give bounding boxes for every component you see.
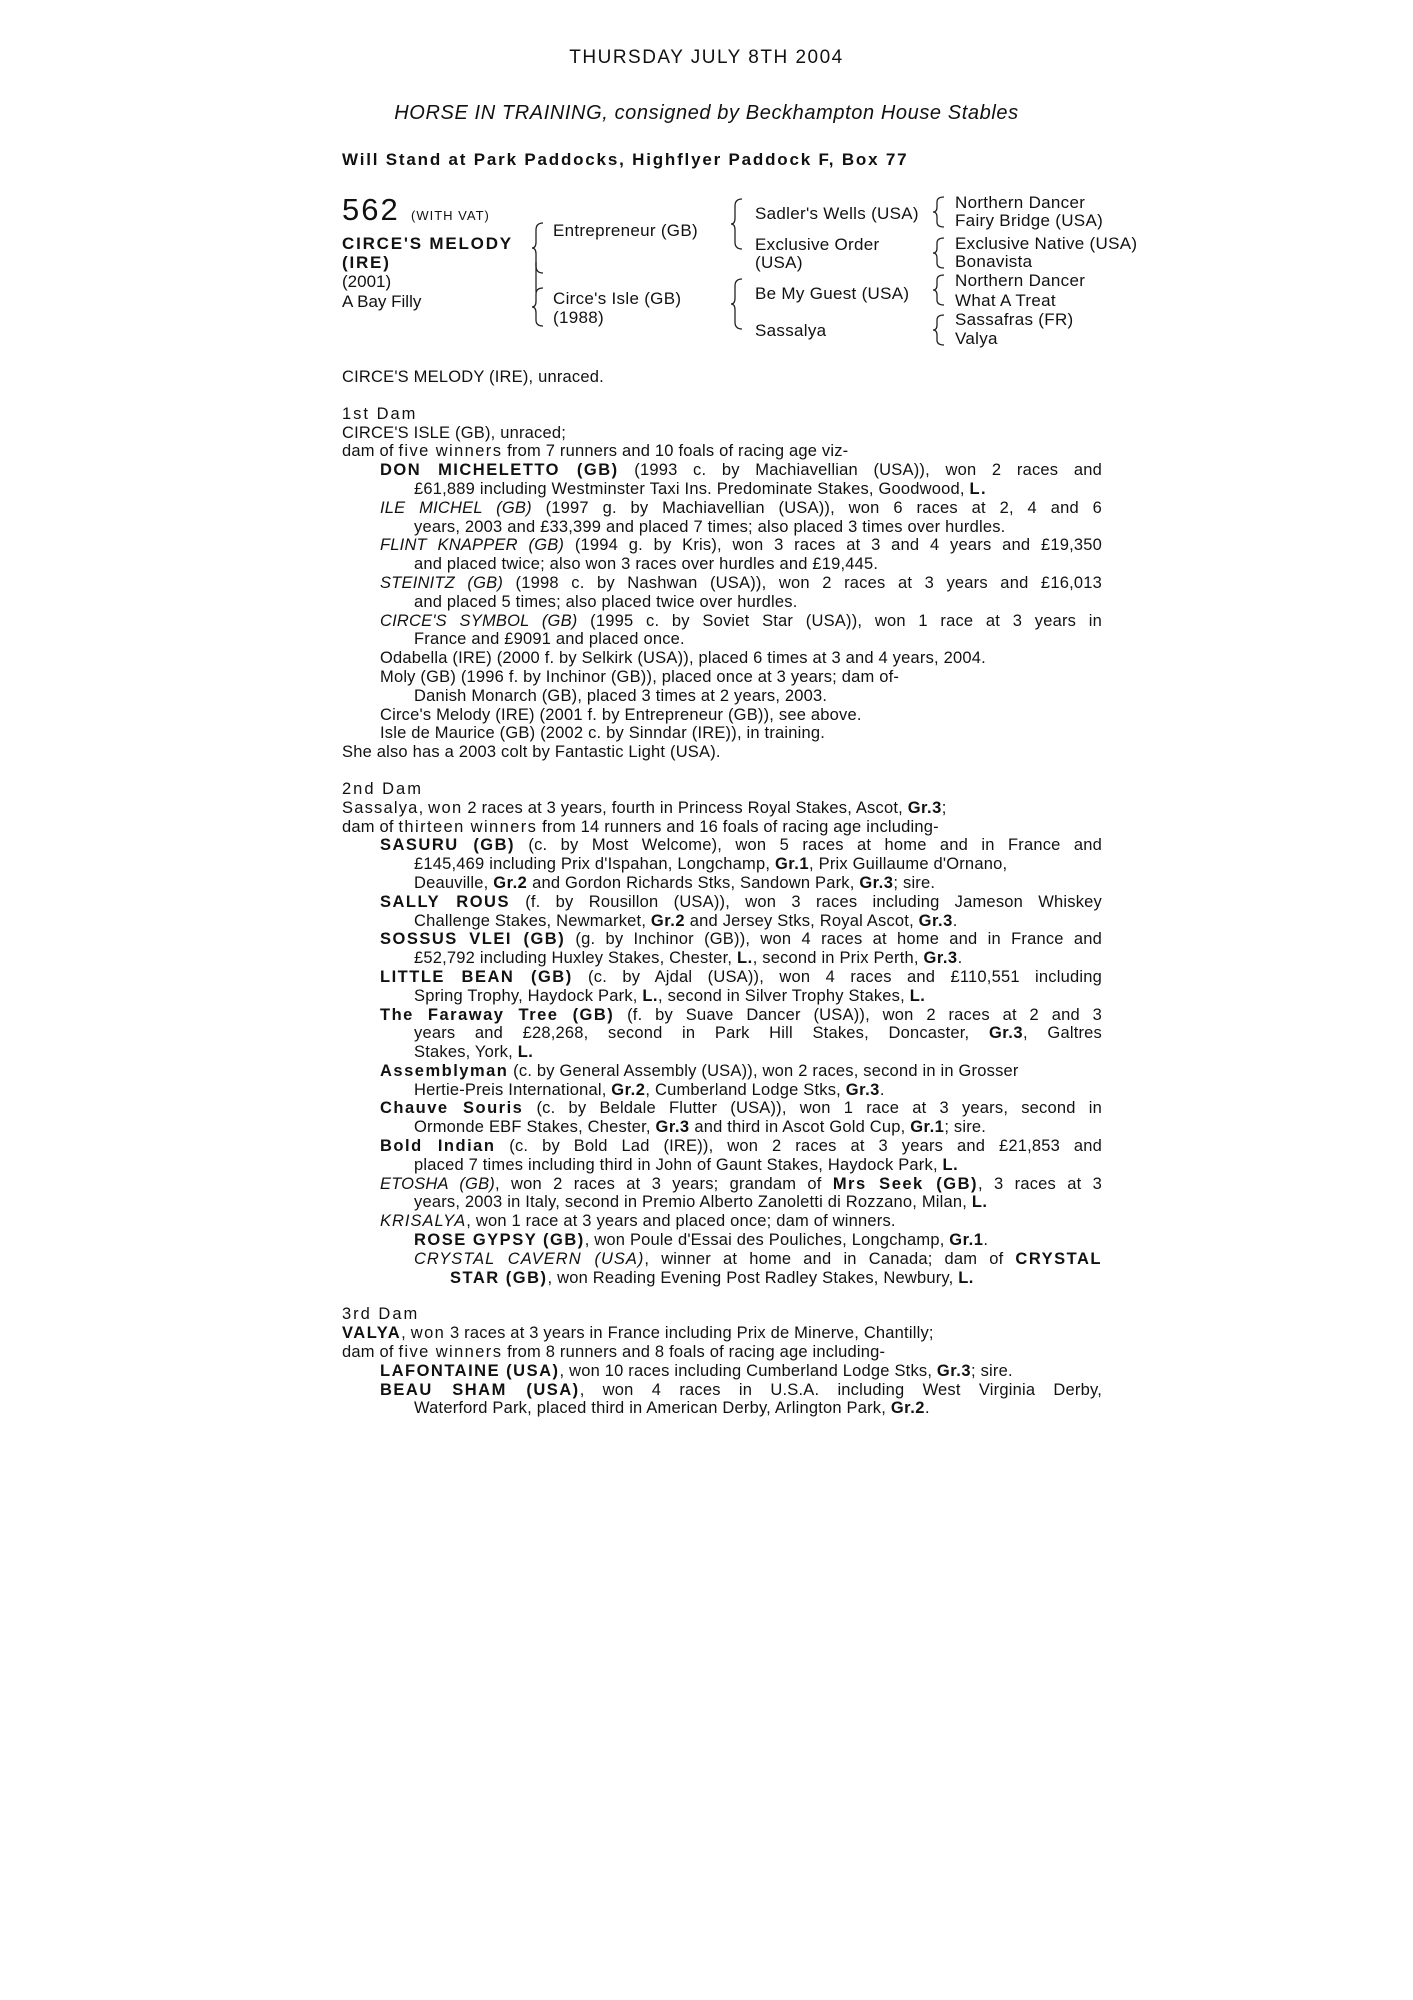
list-item-cont: Challenge Stakes, Newmarket, Gr.2 and Jersey Stks, Royal Ascot, Gr.3.	[414, 911, 958, 930]
first-dam-section	[342, 405, 1102, 762]
brace-g3-a	[932, 196, 946, 228]
list-item-cont: Deauville, Gr.2 and Gordon Richards Stks, Sandown Park, Gr.3; sire.	[414, 873, 936, 892]
brace-dam-parents	[730, 278, 744, 330]
list-item-cont: years and £28,268, second in Park Hill Stakes, Doncaster, Gr.3, Galtres	[414, 1024, 1102, 1043]
list-item: KRISALYA, won 1 race at 3 years and placed once; dam of winners.	[380, 1212, 896, 1231]
dam-name: Circe's Isle (GB)	[553, 289, 682, 308]
third-dam-heading: 3rd Dam	[342, 1305, 420, 1324]
ggs-1: Northern Dancer	[955, 193, 1086, 212]
first-dam-summary: dam of five winners from 7 runners and 10 foals of racing age viz-	[342, 442, 849, 461]
list-item: Bold Indian (c. by Bold Lad (IRE)), won 2 races at 3 years and £21,853 and	[380, 1137, 1102, 1156]
ggs-2: Fairy Bridge (USA)	[955, 211, 1104, 230]
second-dam-line: Sassalya, won 2 races at 3 years, fourth in Princess Royal Stakes, Ascot, Gr.3;	[342, 798, 947, 817]
list-item-cont: placed 7 times including third in John of Gaunt Stakes, Haydock Park, L.	[414, 1155, 959, 1174]
ggs-7: Sassafras (FR)	[955, 310, 1074, 329]
sire-sire: Sadler's Wells (USA)	[755, 204, 919, 223]
second-dam-section	[342, 780, 1102, 1288]
list-item: DON MICHELETTO (GB) (1993 c. by Machiavellian (USA)), won 2 races and	[380, 461, 1102, 480]
list-item: Circe's Melody (IRE) (2001 f. by Entrepreneur (GB)), see above.	[380, 705, 862, 724]
list-item: Chauve Souris (c. by Beldale Flutter (USA)), won 1 race at 3 years, second in	[380, 1099, 1102, 1118]
third-dam-line: VALYA, won 3 races at 3 years in France including Prix de Minerve, Chantilly;	[342, 1324, 934, 1343]
list-item: Isle de Maurice (GB) (2002 c. by Sinndar (IRE)), in training.	[380, 724, 826, 743]
list-item: The Faraway Tree (GB) (f. by Suave Dancer (USA)), won 2 races at 2 and 3	[380, 1005, 1102, 1024]
list-item: Odabella (IRE) (2000 f. by Selkirk (USA)), placed 6 times at 3 and 4 years, 2004.	[380, 649, 986, 668]
catalogue-body	[342, 368, 1102, 1418]
list-item: She also has a 2003 colt by Fantastic Light (USA).	[342, 743, 721, 762]
second-dam-heading: 2nd Dam	[342, 779, 423, 798]
list-item: ETOSHA (GB), won 2 races at 3 years; grandam of Mrs Seek (GB), 3 races at 3	[380, 1174, 1102, 1193]
sale-date: THURSDAY JULY 8TH 2004	[569, 47, 844, 68]
sire-dam: Exclusive Order	[755, 235, 880, 254]
third-dam-summary: dam of five winners from 8 runners and 8 foals of racing age including-	[342, 1343, 886, 1362]
list-item-cont: Danish Monarch (GB), placed 3 times at 2 years, 2003.	[414, 686, 828, 705]
list-item: LAFONTAINE (USA), won 10 races including Cumberland Lodge Stks, Gr.3; sire.	[380, 1361, 1013, 1380]
list-item: ILE MICHEL (GB) (1997 g. by Machiavellian (USA)), won 6 races at 2, 4 and 6	[380, 498, 1102, 517]
dam-sire: Be My Guest (USA)	[755, 284, 910, 303]
first-dam-heading: 1st Dam	[342, 404, 418, 423]
second-dam-summary: dam of thirteen winners from 14 runners and 16 foals of racing age including-	[342, 817, 939, 836]
sire-name: Entrepreneur (GB)	[553, 221, 698, 240]
first-dam-line: CIRCE'S ISLE (GB), unraced;	[342, 423, 567, 442]
brace-dam	[531, 287, 545, 327]
third-dam-section	[342, 1305, 1102, 1418]
stand-location: Will Stand at Park Paddocks, Highflyer Paddock F, Box 77	[342, 150, 909, 169]
vat-note: (WITH VAT)	[411, 208, 490, 223]
intro-line: CIRCE'S MELODY (IRE), unraced.	[342, 368, 604, 386]
list-item: Assemblyman (c. by General Assembly (USA)), won 2 races, second in in Grosser	[380, 1061, 1019, 1080]
list-item-cont: £52,792 including Huxley Stakes, Chester, L., second in Prix Perth, Gr.3.	[414, 949, 963, 968]
ggs-5: Northern Dancer	[955, 271, 1086, 290]
list-item-cont: Ormonde EBF Stakes, Chester, Gr.3 and third in Ascot Gold Cup, Gr.1; sire.	[414, 1118, 987, 1137]
brace-main-join	[531, 262, 545, 292]
list-item-cont: Waterford Park, placed third in American Derby, Arlington Park, Gr.2.	[414, 1399, 930, 1418]
list-item: Moly (GB) (1996 f. by Inchinor (GB)), placed once at 3 years; dam of-	[380, 667, 900, 686]
horse-description: A Bay Filly	[342, 292, 422, 311]
list-item-cont: years, 2003 and £33,399 and placed 7 times; also placed 3 times over hurdles.	[414, 517, 1006, 536]
brace-g3-b	[932, 237, 946, 269]
list-item-cont: years, 2003 in Italy, second in Premio Alberto Zanoletti di Rozzano, Milan, L.	[414, 1193, 988, 1212]
list-item: STEINITZ (GB) (1998 c. by Nashwan (USA)), won 2 races at 3 years and £16,013	[380, 573, 1102, 592]
brace-g3-d	[932, 314, 946, 346]
list-item: SOSSUS VLEI (GB) (g. by Inchinor (GB)), won 4 races at home and in France and	[380, 930, 1102, 949]
list-item: SASURU (GB) (c. by Most Welcome), won 5 races at home and in France and	[380, 836, 1103, 855]
horse-name: CIRCE'S MELODY (IRE)	[342, 234, 513, 272]
list-item: CRYSTAL CAVERN (USA), winner at home and in Canada; dam of CRYSTAL	[414, 1249, 1103, 1268]
list-item-cont: STAR (GB), won Reading Evening Post Radley Stakes, Newbury, L.	[450, 1268, 974, 1287]
list-item-cont: France and £9091 and placed once.	[414, 630, 685, 649]
ggs-6: What A Treat	[955, 291, 1056, 310]
ggs-8: Valya	[955, 329, 998, 348]
list-item: ROSE GYPSY (GB), won Poule d'Essai des Pouliches, Longchamp, Gr.1.	[414, 1231, 989, 1250]
list-item-cont: and placed 5 times; also placed twice over hurdles.	[414, 592, 798, 611]
list-item: BEAU SHAM (USA), won 4 races in U.S.A. including West Virginia Derby,	[380, 1380, 1102, 1399]
list-item-cont: Stakes, York, L.	[414, 1043, 534, 1062]
list-item: SALLY ROUS (f. by Rousillon (USA)), won 3 races including Jameson Whiskey	[380, 892, 1102, 911]
lot-number: 562	[342, 192, 400, 227]
foaling-year: (2001)	[342, 272, 392, 291]
brace-sire-parents	[730, 198, 744, 250]
dam-year: (1988)	[553, 308, 604, 327]
list-item: LITTLE BEAN (GB) (c. by Ajdal (USA)), won 4 races and £110,551 including	[380, 967, 1102, 986]
ggs-4: Bonavista	[955, 252, 1033, 271]
list-item: FLINT KNAPPER (GB) (1994 g. by Kris), won 3 races at 3 and 4 years and £19,350	[380, 536, 1102, 555]
list-item-cont: £61,889 including Westminster Taxi Ins. Predominate Stakes, Goodwood, L.	[414, 479, 988, 498]
consignment-title: HORSE IN TRAINING, consigned by Beckhampton House Stables	[394, 102, 1019, 124]
list-item: CIRCE'S SYMBOL (GB) (1995 c. by Soviet Star (USA)), won 1 race at 3 years in	[380, 611, 1102, 630]
brace-g3-c	[932, 274, 946, 306]
list-item-cont: and placed twice; also won 3 races over hurdles and £19,445.	[414, 555, 879, 574]
dam-dam: Sassalya	[755, 321, 827, 340]
sire-dam-origin: (USA)	[755, 253, 803, 272]
list-item-cont: £145,469 including Prix d'Ispahan, Longchamp, Gr.1, Prix Guillaume d'Ornano,	[414, 855, 1008, 874]
ggs-3: Exclusive Native (USA)	[955, 234, 1138, 253]
list-item-cont: Hertie-Preis International, Gr.2, Cumberland Lodge Stks, Gr.3.	[414, 1080, 885, 1099]
list-item-cont: Spring Trophy, Haydock Park, L., second in Silver Trophy Stakes, L.	[414, 986, 926, 1005]
